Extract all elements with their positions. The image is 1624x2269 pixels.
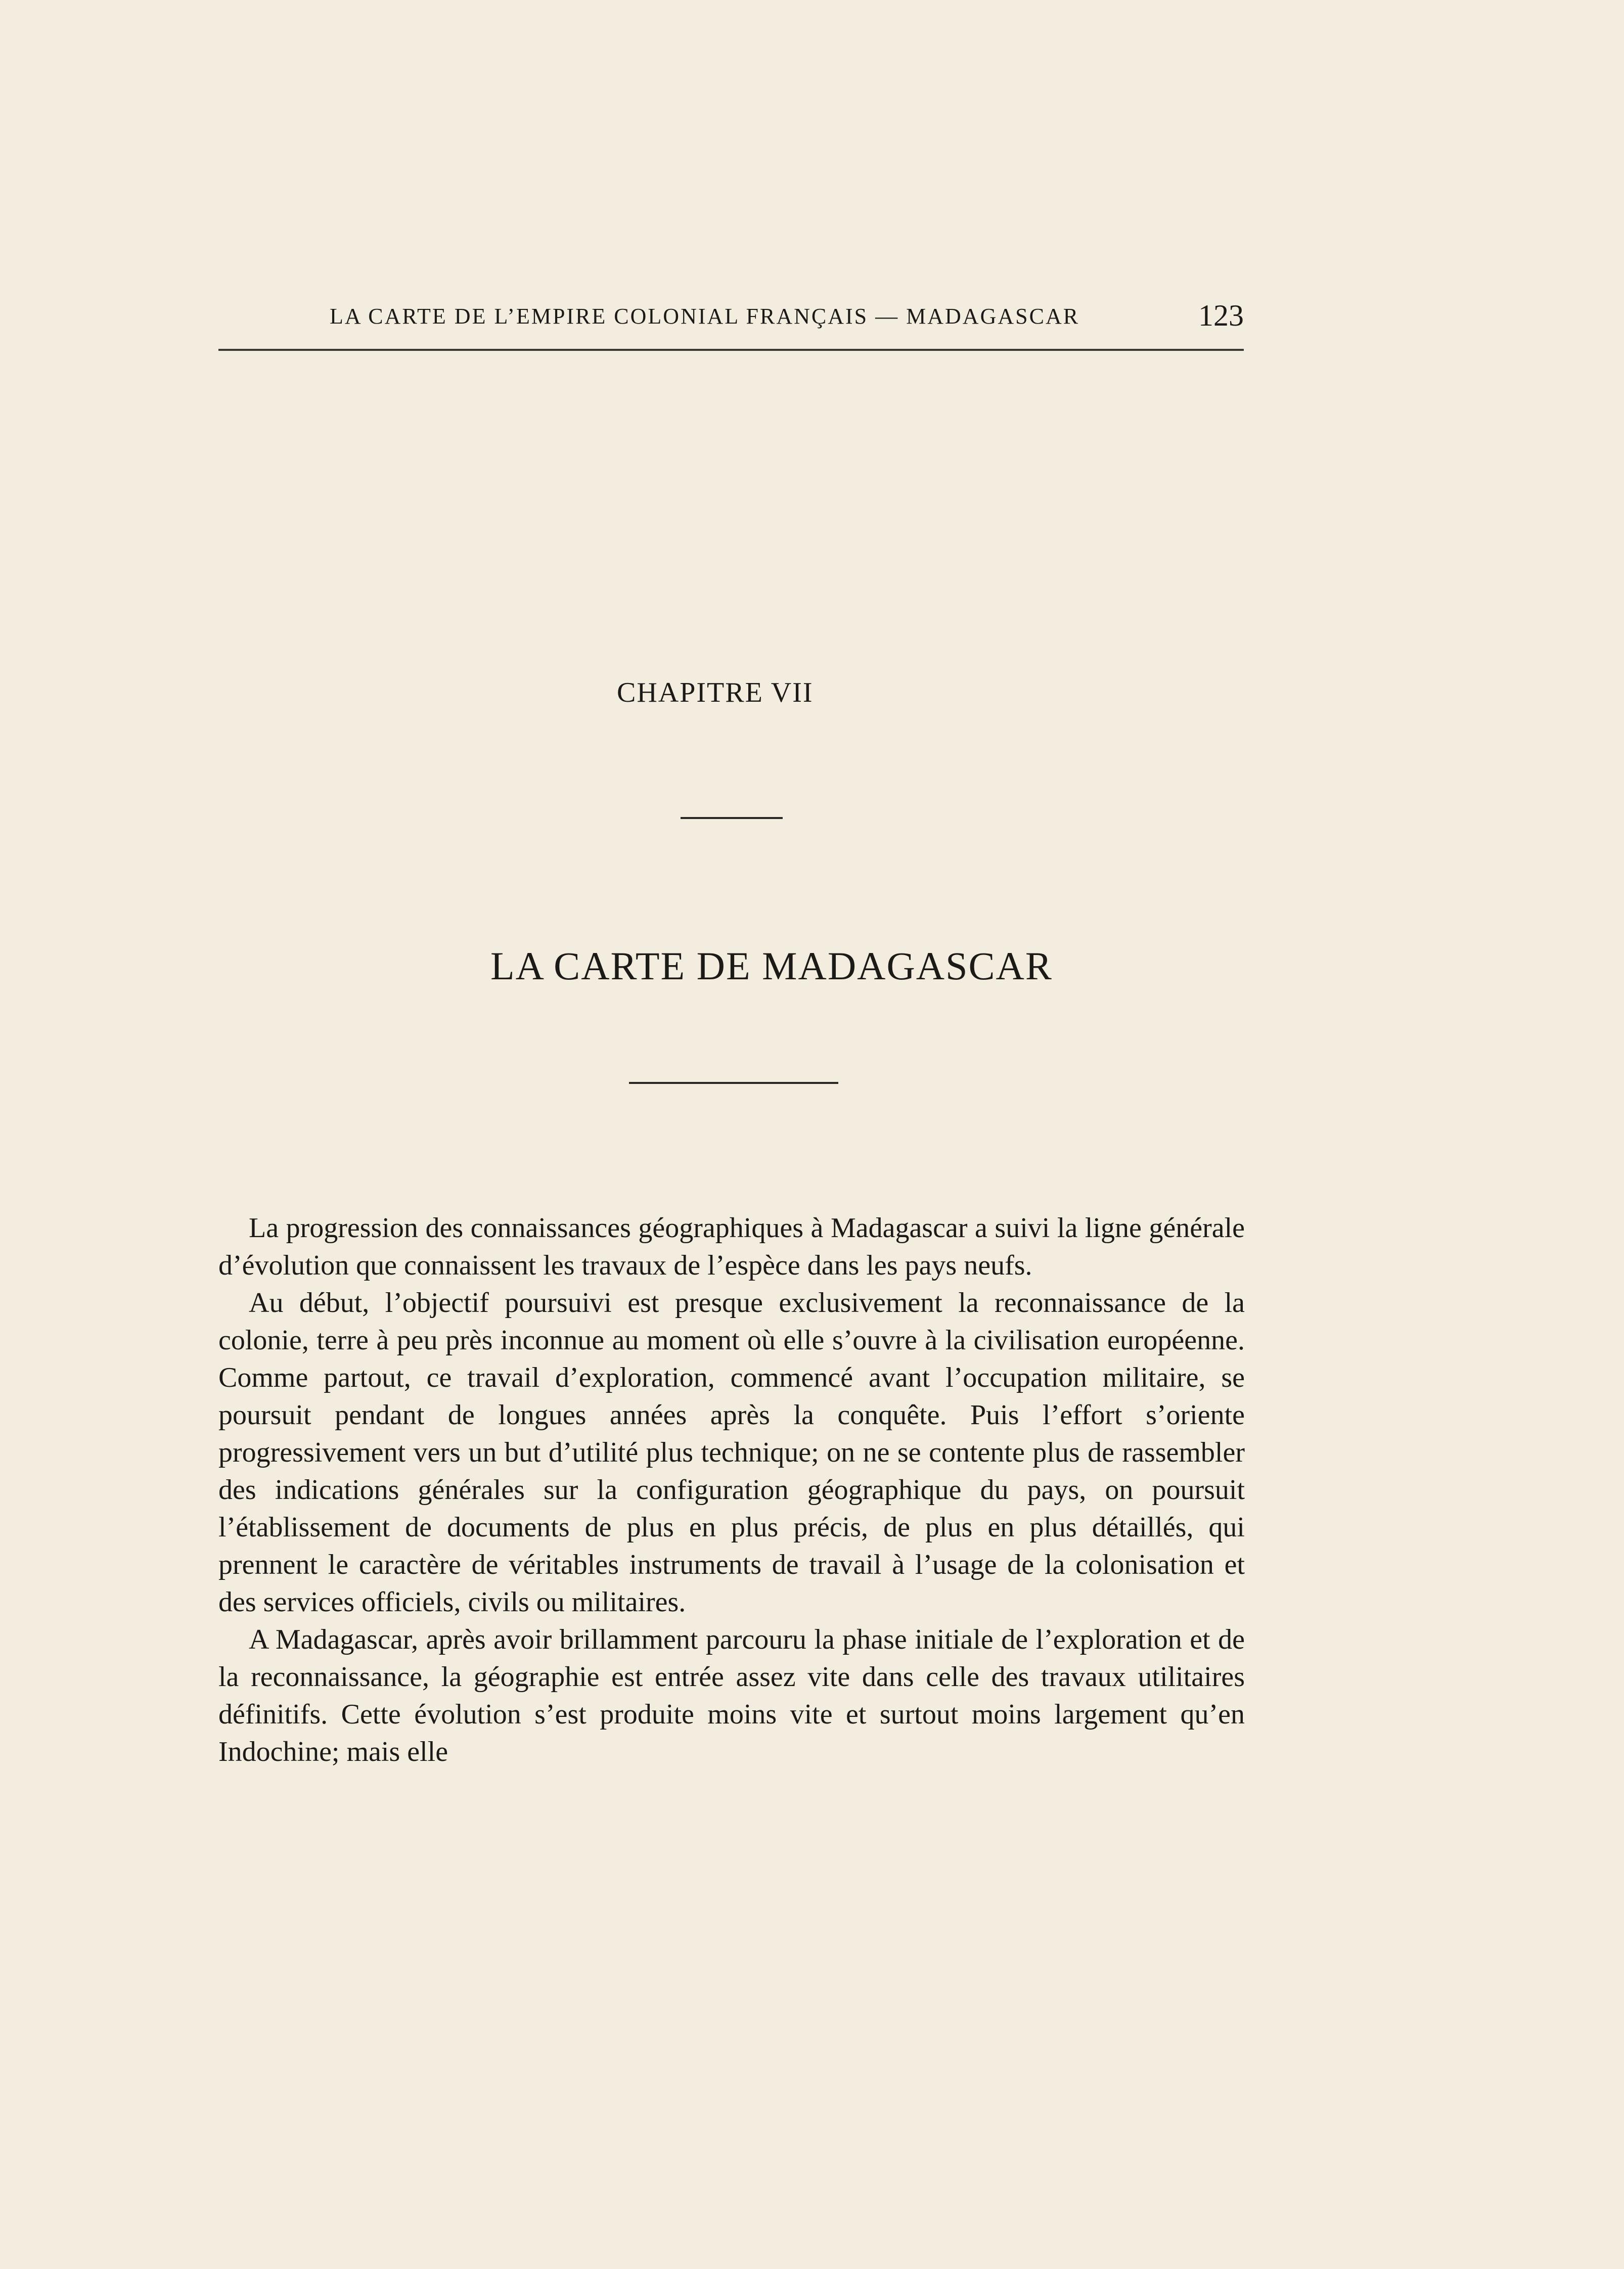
paragraph: Au début, l’objectif poursuivi est presque exclusivement la reconnaissance de la colonie, terre à peu près inconnue au moment où elle s’ouvre à la civilisation européenne. Comme partout, ce travail d’exploration, commencé avant l’occupation militaire, se poursuit pendant de longues années après la conquête. Puis l’effort s’oriente progressivement vers un but d’utilité plus technique; on ne se contente plus de rassembler des indications générales sur la configuration géographique du pays, on poursuit l’établissement de documents de plus en plus précis, de plus en plus détaillés, qui prennent le caractère de véritables instruments de travail à l’usage de la colonisation et des services officiels, civils ou militaires. — [218, 1287, 1245, 1618]
chapter-divider — [681, 817, 783, 819]
title-divider — [629, 1082, 838, 1084]
header-rule — [218, 349, 1244, 351]
chapter-label: CHAPITRE VII — [617, 677, 814, 708]
chapter-title: LA CARTE DE MADAGASCAR — [490, 944, 1053, 988]
page-number: 123 — [1198, 299, 1244, 332]
body-text — [218, 1209, 1245, 1771]
paragraph: La progression des connaissances géographiques à Madagascar a suivi la ligne générale d’évolution que connaissent les travaux de l’espèce dans les pays neufs. — [218, 1212, 1245, 1281]
paragraph: A Madagascar, après avoir brillamment parcouru la phase initiale de l’exploration et de la reconnaissance, la géographie est entrée assez vite dans celle des travaux utilitaires définitifs. Cette évolution s’est produite moins vite et surtout moins largement qu’en Indochine; mais elle — [218, 1624, 1245, 1767]
running-header-title: LA CARTE DE L’EMPIRE COLONIAL FRANÇAIS — MADAGASCAR — [330, 304, 1080, 329]
running-header — [218, 298, 1244, 339]
